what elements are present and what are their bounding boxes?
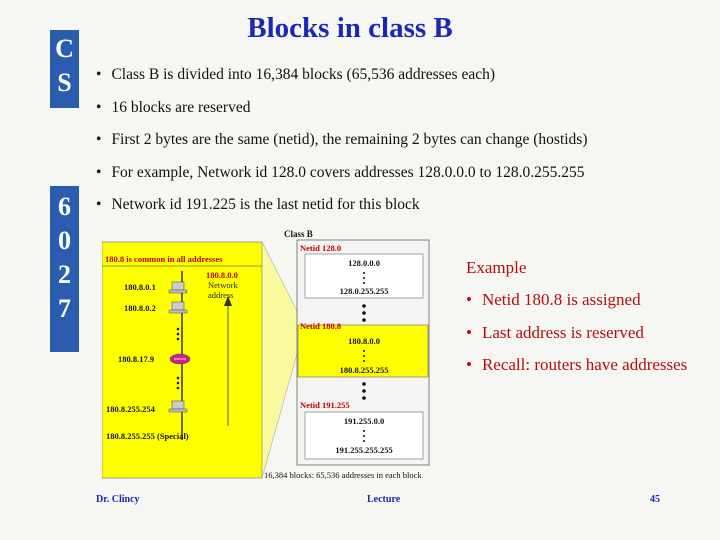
course-digit: 0 (58, 226, 71, 255)
host-address: 180.8.0.2 (124, 303, 156, 313)
example-heading: Example (466, 258, 527, 277)
example-bullet-item: • Last address is reserved (466, 321, 687, 354)
page-number: 45 (650, 494, 660, 505)
host-address: 180.8.255.254 (106, 404, 155, 414)
common-note: 180.8 is common in all addresses (105, 254, 223, 264)
course-digit: 7 (58, 294, 71, 323)
course-digit: 6 (58, 192, 71, 221)
network-address-label: address (208, 290, 234, 300)
block-last-address: 128.0.255.255 (339, 286, 389, 296)
block-last-address: 180.8.255.255 (339, 365, 389, 375)
footer-center: Lecture (367, 494, 401, 505)
bullet-item: • Class B is divided into 16,384 blocks (65,536 addresses each) (96, 62, 588, 95)
vertical-dots-icon (177, 377, 180, 390)
course-digit: 2 (58, 260, 71, 289)
host-address: 180.8.255.255 (Special) (106, 431, 189, 441)
host-address: 180.8.0.1 (124, 282, 156, 292)
block-netid: Netid 180.8 (300, 321, 342, 331)
course-code-bottom (50, 186, 79, 352)
course-letter: S (57, 68, 72, 97)
block-netid: Netid 191.255 (300, 400, 350, 410)
router-icon (170, 354, 190, 364)
block-first-address: 191.255.0.0 (343, 416, 385, 426)
slide-title: Blocks in class B (247, 12, 453, 44)
block-last-address: 191.255.255.255 (335, 445, 393, 455)
bullet-item: • Network id 191.225 is the last netid for this block (96, 192, 588, 225)
course-letter: C (55, 34, 74, 63)
course-code-top (50, 30, 79, 108)
network-address-ip: 180.8.0.0 (206, 270, 238, 280)
projection-shape (262, 242, 297, 478)
example-bullet-item: • Netid 180.8 is assigned (466, 288, 687, 321)
example-bullet-item: • Recall: routers have addresses (466, 353, 687, 386)
block-netid: Netid 128.0 (300, 243, 342, 253)
host-address: 180.8.17.9 (118, 354, 155, 364)
class-b-diagram (102, 226, 458, 482)
example-bullet-list (466, 288, 687, 386)
block-first-address: 128.0.0.0 (348, 258, 380, 268)
main-bullet-list (96, 62, 588, 225)
footer-author: Dr. Clincy (96, 494, 140, 505)
bullet-item: • First 2 bytes are the same (netid), the remaining 2 bytes can change (hostids) (96, 127, 588, 160)
block-first-address: 180.8.0.0 (348, 336, 380, 346)
vertical-dots-icon (362, 304, 366, 322)
network-address-label: Network (208, 280, 238, 290)
vertical-dots-icon (177, 328, 180, 341)
diagram-caption: 16,384 blocks: 65,536 addresses in each block (264, 470, 422, 480)
bullet-item: • For example, Network id 128.0 covers addresses 128.0.0.0 to 128.0.255.255 (96, 160, 588, 193)
class-label: Class B (284, 229, 313, 239)
bullet-item: • 16 blocks are reserved (96, 95, 588, 128)
vertical-dots-icon (362, 382, 366, 400)
